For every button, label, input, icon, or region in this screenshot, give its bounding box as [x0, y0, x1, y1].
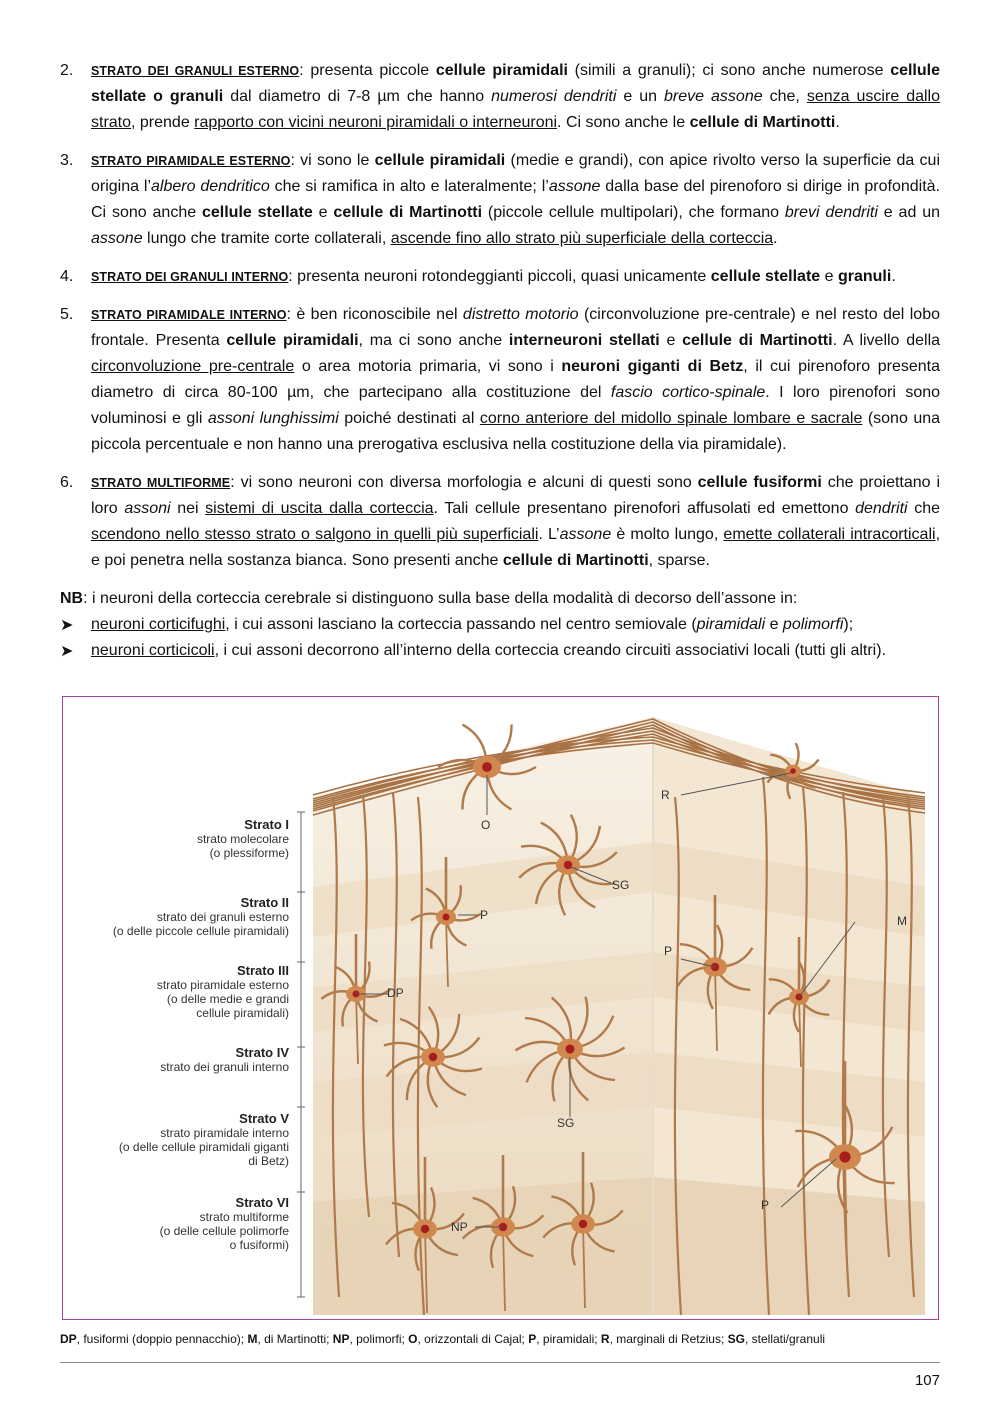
- emphasis-text: neuroni giganti di Betz: [561, 358, 744, 375]
- plain-text: che si ramifica in alto e lateralmente; l’: [269, 178, 549, 195]
- layer-description: cellule piramidali): [196, 1006, 289, 1020]
- emphasis-text: O: [408, 1332, 418, 1346]
- plain-text: (circonvoluzione pre-centrale) e nel resto del lobo frontale. Presenta: [91, 306, 940, 349]
- layer-description: (o delle cellule polimorfe: [159, 1224, 289, 1238]
- emphasis-text: P: [528, 1332, 537, 1346]
- plain-text: lungo che tramite corte collaterali,: [142, 230, 391, 247]
- layer-name: Strato IV: [235, 1045, 289, 1060]
- emphasis-text: cellule piramidali: [435, 62, 568, 79]
- emphasis-text: breve assone: [664, 88, 763, 105]
- emphasis-text: emette collaterali intracorticali: [723, 526, 936, 543]
- plain-text: dalla base del pirenoforo si dirige in profondità. Ci sono anche: [91, 178, 941, 221]
- layer-heading: STRATO DEI GRANULI ESTERNO: [91, 64, 300, 78]
- plain-text: : è ben riconoscibile nel: [286, 306, 463, 323]
- layer-description: (o delle cellule piramidali giganti: [118, 1140, 289, 1154]
- plain-text: . Tali cellule presentano pirenofori affusolati ed emettono: [433, 500, 856, 517]
- emphasis-text: cellule stellate: [201, 204, 313, 221]
- layer-description: strato molecolare: [196, 832, 289, 846]
- emphasis-text: fascio cortico-spinale: [610, 384, 766, 401]
- bullet-corticifughi: [60, 612, 940, 638]
- plain-text: );: [843, 616, 854, 633]
- plain-text: .: [891, 268, 896, 285]
- emphasis-text: scendono nello stesso strato o salgono in quelli più superficiali: [91, 526, 539, 543]
- emphasis-text: assoni lunghissimi: [207, 410, 339, 427]
- plain-text: , polimorfi;: [349, 1332, 409, 1346]
- layer-description: (o delle medie e grandi: [166, 992, 289, 1006]
- plain-text: e: [312, 204, 334, 221]
- bullet-text: [91, 642, 886, 659]
- plain-text: . L’: [538, 526, 560, 543]
- plain-text: che,: [762, 88, 807, 105]
- plain-text: , prende: [131, 114, 195, 131]
- plain-text: : vi sono neuroni con diversa morfologia e alcuni di questi sono: [230, 474, 698, 491]
- arrow-bullet-icon: ➤: [60, 617, 74, 634]
- plain-text: che: [907, 500, 941, 517]
- plain-text: , piramidali;: [536, 1332, 601, 1346]
- plain-text: , ma ci sono anche: [358, 332, 509, 349]
- emphasis-text: polimorfi: [782, 616, 844, 633]
- plain-text: e un: [616, 88, 665, 105]
- list-item-layer-3: [60, 148, 940, 252]
- emphasis-text: corno anteriore del midollo spinale lombare e sacrale: [479, 410, 863, 427]
- layer-description: (o plessiforme): [209, 846, 289, 860]
- arrow-bullet-icon: ➤: [60, 643, 74, 660]
- item-text: [91, 306, 940, 453]
- cell-label: P: [761, 1198, 770, 1212]
- layer-heading: STRATO DEI GRANULI INTERNO: [91, 270, 289, 284]
- layer-brackets: [297, 812, 305, 1297]
- emphasis-text: cellule di Martinotti: [682, 332, 833, 349]
- emphasis-text: rapporto con vicini neuroni piramidali o interneuroni: [194, 114, 558, 131]
- layer-description: strato multiforme: [199, 1210, 289, 1224]
- cell-label: SG: [612, 878, 630, 892]
- layer-description: strato piramidale interno: [160, 1126, 289, 1140]
- plain-text: , orizzontali di Cajal;: [417, 1332, 529, 1346]
- cortex-illustration: [63, 697, 938, 1319]
- layer-name: Strato III: [236, 963, 289, 978]
- nb-label: NB: [60, 590, 84, 607]
- emphasis-text: dendriti: [855, 500, 908, 517]
- plain-text: o area motoria primaria, vi sono i: [294, 358, 562, 375]
- emphasis-text: assoni: [124, 500, 171, 517]
- cell-label: P: [664, 944, 673, 958]
- emphasis-text: numerosi dendriti: [491, 88, 617, 105]
- nb-paragraph: [60, 586, 940, 612]
- caption-text: [60, 1332, 825, 1346]
- plain-text: poiché destinati al: [338, 410, 480, 427]
- emphasis-text: granuli: [837, 268, 892, 285]
- document-body: [60, 58, 940, 664]
- emphasis-text: NP: [332, 1332, 350, 1346]
- emphasis-text: cellule piramidali: [226, 332, 359, 349]
- cell-label: P: [480, 908, 489, 922]
- cell-label: M: [897, 914, 907, 928]
- emphasis-text: neuroni corticifughi: [91, 616, 226, 633]
- item-number: 3.: [60, 152, 74, 169]
- plain-text: .: [835, 114, 840, 131]
- nb-text: : i neuroni della corteccia cerebrale si distinguono sulla base della modalità di decorso dell’assone in:: [83, 590, 798, 607]
- plain-text: e ad un: [877, 204, 941, 221]
- plain-text: (piccole cellule multipolari), che formano: [482, 204, 785, 221]
- emphasis-text: sistemi di uscita dalla corteccia: [205, 500, 434, 517]
- plain-text: .: [773, 230, 778, 247]
- plain-text: , marginali di Retzius;: [609, 1332, 728, 1346]
- plain-text: , di Martinotti;: [257, 1332, 333, 1346]
- emphasis-text: interneuroni stellati: [508, 332, 660, 349]
- item-number: 6.: [60, 474, 74, 491]
- layer-heading: STRATO PIRAMIDALE ESTERNO: [91, 154, 291, 168]
- layer-description: (o delle piccole cellule piramidali): [112, 924, 289, 938]
- layer-description: di Betz): [248, 1154, 289, 1168]
- emphasis-text: assone: [91, 230, 143, 247]
- layer-name: Strato I: [244, 817, 289, 832]
- emphasis-text: cellule di Martinotti: [502, 552, 649, 569]
- plain-text: . Ci sono anche le: [557, 114, 690, 131]
- page-number: 107: [914, 1372, 940, 1389]
- emphasis-text: albero dendritico: [151, 178, 270, 195]
- list-item-layer-6: [60, 470, 940, 574]
- plain-text: (medie e grandi), con apice rivolto verso la superficie da cui origina l’: [91, 152, 941, 195]
- emphasis-text: cellule di Martinotti: [689, 114, 836, 131]
- emphasis-text: neuroni corticicoli: [91, 642, 215, 659]
- emphasis-text: distretto motorio: [462, 306, 579, 323]
- plain-text: (sono una piccola percentuale e non hanno una prerogativa esclusiva nella costituzione della via piramidale).: [91, 410, 941, 453]
- emphasis-text: senza uscire dallo strato: [91, 88, 941, 131]
- plain-text: . I loro pirenofori sono voluminosi e gli: [91, 384, 941, 427]
- emphasis-text: SG: [727, 1332, 745, 1346]
- list-item-layer-5: [60, 302, 940, 458]
- cell-label: NP: [451, 1220, 468, 1234]
- plain-text: , stellati/granuli: [744, 1332, 826, 1346]
- plain-text: , fusiformi (doppio pennacchio);: [76, 1332, 248, 1346]
- plain-text: nei: [170, 500, 206, 517]
- emphasis-text: piramidali: [696, 616, 766, 633]
- layer-heading: STRATO MULTIFORME: [91, 476, 231, 490]
- emphasis-text: cellule stellate o granuli: [91, 62, 940, 105]
- item-number: 4.: [60, 268, 74, 285]
- layer-name: Strato V: [239, 1111, 289, 1126]
- plain-text: che proiettano i loro: [91, 474, 941, 517]
- plain-text: e: [765, 616, 783, 633]
- emphasis-text: cellule fusiformi: [697, 474, 822, 491]
- emphasis-text: cellule piramidali: [374, 152, 506, 169]
- emphasis-text: circonvoluzione pre-centrale: [91, 358, 295, 375]
- plain-text: , i cui assoni lasciano la corteccia passando nel centro semiovale (: [225, 616, 697, 633]
- emphasis-text: cellule stellate: [710, 268, 821, 285]
- plain-text: , sparse.: [648, 552, 710, 569]
- plain-text: , il cui pirenoforo presenta diametro di circa 80-100 µm, che partecipano alla costituzione del: [91, 358, 940, 401]
- list-item-layer-2: [60, 58, 940, 136]
- plain-text: . A livello della: [832, 332, 941, 349]
- emphasis-text: DP: [60, 1332, 77, 1346]
- plain-text: è molto lungo,: [611, 526, 724, 543]
- layer-name: Strato VI: [235, 1195, 289, 1210]
- layer-description: strato piramidale esterno: [156, 978, 289, 992]
- emphasis-text: brevi dendriti: [784, 204, 878, 221]
- emphasis-text: R: [600, 1332, 610, 1346]
- item-text: [288, 268, 895, 285]
- plain-text: : presenta neuroni rotondeggianti piccoli, quasi unicamente: [288, 268, 711, 285]
- emphasis-text: cellule di Martinotti: [333, 204, 483, 221]
- layer-labels: [113, 817, 289, 1252]
- plain-text: (simili a granuli); ci sono anche numerose: [567, 62, 891, 79]
- emphasis-text: M: [247, 1332, 258, 1346]
- layer-heading: STRATO PIRAMIDALE INTERNO: [91, 308, 287, 322]
- list-item-layer-4: [60, 264, 940, 290]
- plain-text: dal diametro di 7-8 µm che hanno: [223, 88, 492, 105]
- plain-text: : vi sono le: [290, 152, 375, 169]
- plain-text: : presenta piccole: [299, 62, 436, 79]
- plain-text: e: [659, 332, 683, 349]
- cell-label: SG: [557, 1116, 575, 1130]
- cell-label: O: [481, 818, 491, 832]
- plain-text: e: [820, 268, 838, 285]
- item-number: 2.: [60, 62, 74, 79]
- bullet-corticicoli: [60, 638, 940, 664]
- emphasis-text: assone: [548, 178, 601, 195]
- plain-text: , i cui assoni decorrono all’interno della corteccia creando circuiti associativi locali (tutti gli altri).: [214, 642, 887, 659]
- emphasis-text: ascende fino allo strato più superficiale della corteccia: [390, 230, 774, 247]
- emphasis-text: assone: [559, 526, 612, 543]
- footer-rule: [60, 1362, 940, 1363]
- item-number: 5.: [60, 306, 74, 323]
- layer-description: strato dei granuli interno: [160, 1060, 289, 1074]
- cell-label: R: [661, 788, 670, 802]
- layer-description: strato dei granuli esterno: [156, 910, 289, 924]
- figure-caption: [60, 1331, 960, 1347]
- layer-description: o fusiformi): [229, 1238, 289, 1252]
- bullet-text: [91, 616, 853, 633]
- cortex-layers-figure: [62, 696, 939, 1320]
- layer-name: Strato II: [240, 895, 289, 910]
- plain-text: , e poi penetra nella sostanza bianca. Sono presenti anche: [91, 526, 941, 569]
- cell-label: DP: [387, 986, 404, 1000]
